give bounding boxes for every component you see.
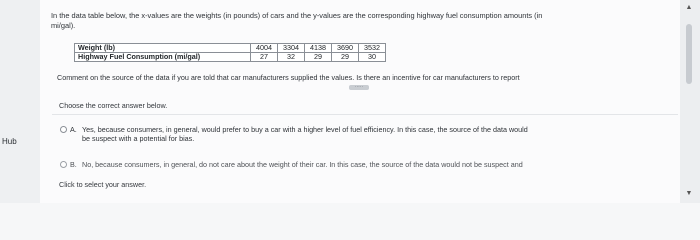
option-letter: A.: [70, 125, 77, 134]
scroll-down-icon[interactable]: ▼: [685, 190, 693, 197]
question-prompt-line1: In the data table below, the x-values are the weights (in pounds) of cars and the y-values are the corresponding highway fuel consumption amounts (in: [51, 11, 543, 20]
footer-hint: Click to select your answer.: [59, 180, 147, 189]
more-text-button[interactable]: ·····: [349, 85, 369, 90]
table-cell: 3304: [278, 44, 305, 53]
table-cell: 3690: [332, 44, 359, 53]
row-header-fuel: Highway Fuel Consumption (mi/gal): [75, 53, 251, 62]
option-b-line1: No, because consumers, in general, do not care about the weight of their car. In this case, the source of the data would not be suspect and: [82, 160, 523, 169]
scrollbar-thumb[interactable]: [686, 24, 692, 84]
table-row: [75, 53, 386, 62]
table-cell: 4004: [251, 44, 278, 53]
comment-question: Comment on the source of the data if you are told that car manufacturers supplied the values. Is there an incentive for car manufacturers to report: [57, 73, 520, 82]
option-a-line2: be suspect with a potential for bias.: [82, 134, 195, 143]
question-prompt-line2: mi/gal).: [51, 21, 76, 30]
option-letter: B.: [70, 160, 77, 169]
radio-button-b[interactable]: [60, 161, 67, 168]
option-a-line1: Yes, because consumers, in general, would prefer to buy a car with a higher level of fuel efficiency. In this case, the source of the data would: [82, 125, 528, 134]
divider: [52, 114, 678, 115]
table-cell: 29: [332, 53, 359, 62]
table-cell: 32: [278, 53, 305, 62]
table-cell: 29: [305, 53, 332, 62]
table-cell: 4138: [305, 44, 332, 53]
left-sidebar: [0, 0, 40, 203]
question-prompt: [51, 11, 671, 31]
table-cell: 27: [251, 53, 278, 62]
scroll-up-icon[interactable]: ▲: [685, 4, 693, 11]
table-cell: 3532: [359, 44, 386, 53]
hub-label[interactable]: Hub: [2, 137, 17, 146]
option-text: [82, 160, 672, 169]
option-text: [82, 125, 672, 143]
radio-button-a[interactable]: [60, 126, 67, 133]
row-header-weight: Weight (lb): [75, 44, 251, 53]
data-table: [74, 43, 386, 62]
instruction-text: Choose the correct answer below.: [59, 101, 168, 110]
table-cell: 30: [359, 53, 386, 62]
